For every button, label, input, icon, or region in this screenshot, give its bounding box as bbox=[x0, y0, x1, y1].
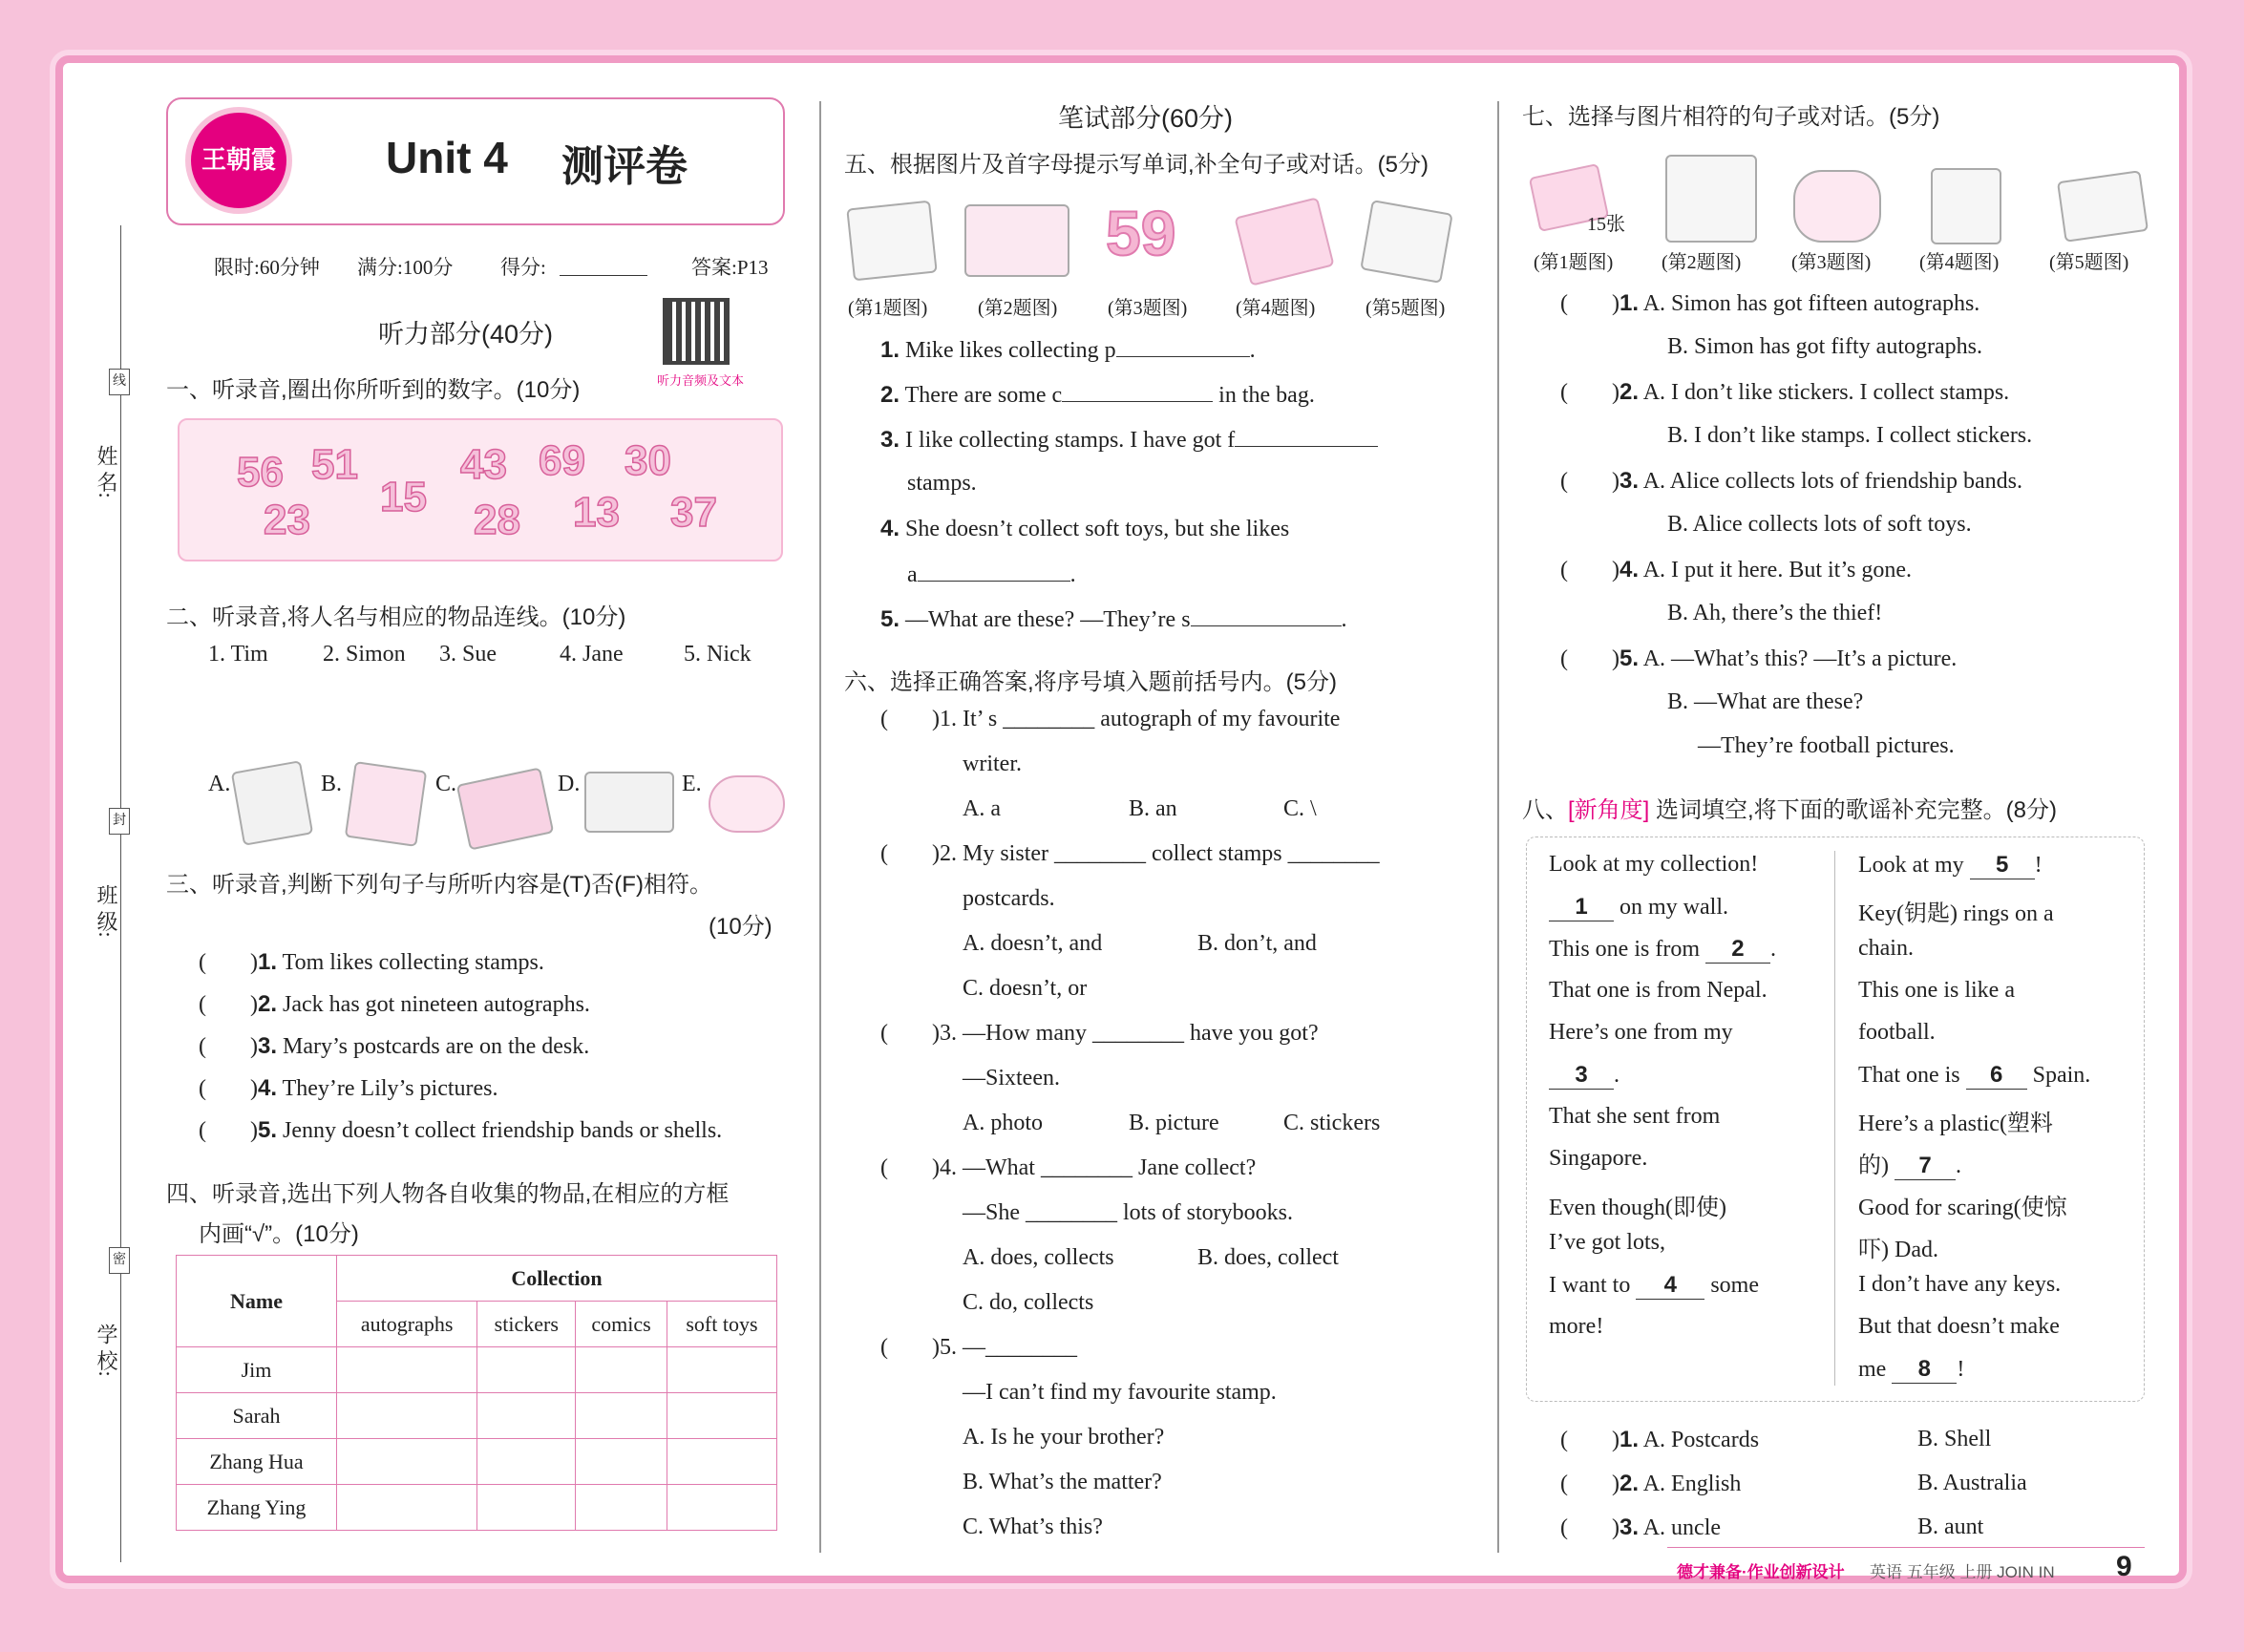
pic-label: (第3题图) bbox=[1791, 252, 1872, 273]
s6-q4: 4. —What ________ Jane collect? bbox=[940, 1155, 1257, 1180]
check-cell[interactable] bbox=[576, 1347, 667, 1393]
s6-q3-opt-c: C. stickers bbox=[1283, 1111, 1381, 1135]
s7-q4-a: A. I put it here. But it’s gone. bbox=[1642, 558, 1912, 582]
s7-q2-b: B. I don’t like stamps. I collect stickers. bbox=[1667, 423, 2033, 448]
q-num: 4. bbox=[880, 516, 900, 541]
s5-blank-4[interactable] bbox=[918, 561, 1070, 582]
number-23[interactable]: 23 bbox=[264, 497, 310, 543]
s3-item-1: Tom likes collecting stamps. bbox=[282, 950, 544, 975]
song-right-l6: That one is bbox=[1858, 1063, 1966, 1088]
song-right-l8-end: . bbox=[1956, 1154, 1961, 1178]
writing-title: 笔试部分(60分) bbox=[1058, 104, 1234, 133]
section-8-prefix: 八、 bbox=[1522, 797, 1568, 823]
check-cell[interactable] bbox=[337, 1347, 477, 1393]
section-2-title: 二、听录音,将人名与相应的物品连线。(10分) bbox=[166, 604, 626, 630]
s3-item-4: They’re Lily’s pictures. bbox=[282, 1076, 498, 1101]
song-left-l3-end: . bbox=[1769, 937, 1776, 962]
check-cell[interactable] bbox=[477, 1485, 576, 1531]
q-num: 1. bbox=[1619, 290, 1640, 316]
song-left-l9: Even though(即使) bbox=[1549, 1196, 1726, 1220]
song-right-l8: 的) bbox=[1858, 1154, 1895, 1178]
number-28[interactable]: 28 bbox=[474, 497, 520, 543]
listening-title: 听力部分(40分) bbox=[378, 320, 554, 349]
s6-q4-opt-a: A. does, collects bbox=[963, 1245, 1114, 1270]
s6-q3-opt-a: A. photo bbox=[963, 1111, 1043, 1135]
s7-q5-a: A. —What’s this? —It’s a picture. bbox=[1642, 646, 1958, 671]
song-right-l1: Look at my bbox=[1858, 853, 1970, 878]
class-label: 班 级: bbox=[95, 884, 118, 938]
footer-brand: 德才兼备·作业创新设计 bbox=[1677, 1563, 1845, 1581]
pic-label: (第2题图) bbox=[978, 298, 1058, 319]
name-sue[interactable]: 3. Sue bbox=[439, 642, 497, 667]
stickers-picture[interactable] bbox=[584, 772, 674, 833]
check-cell[interactable] bbox=[576, 1439, 667, 1485]
collection-table bbox=[176, 1255, 777, 1531]
item-c-label: C. bbox=[435, 772, 457, 796]
number-59-picture: 59 bbox=[1106, 198, 1176, 268]
footer-info: 英语 五年级 上册 JOIN IN bbox=[1870, 1563, 2055, 1581]
check-cell[interactable] bbox=[337, 1393, 477, 1439]
check-cell[interactable] bbox=[477, 1439, 576, 1485]
s5-q4: She doesn’t collect soft toys, but she likes bbox=[905, 517, 1290, 541]
exam-title: 测评卷 bbox=[561, 143, 688, 190]
s8-q3-a: A. uncle bbox=[1642, 1515, 1722, 1540]
song-divider bbox=[1834, 851, 1835, 1386]
song-right-l10: 吓) Dad. bbox=[1858, 1238, 1938, 1262]
s3-item-5: Jenny doesn’t collect friendship bands or shells. bbox=[283, 1118, 723, 1143]
pic-label: (第4题图) bbox=[1236, 298, 1316, 319]
s5-blank-2[interactable] bbox=[1062, 381, 1213, 402]
school-label: 学 校: bbox=[95, 1324, 118, 1377]
s5-q3-cont: stamps. bbox=[907, 471, 977, 496]
song-right-l9: Good for scaring(使惊 bbox=[1858, 1196, 2067, 1220]
q-num: 1. bbox=[880, 337, 900, 363]
autograph-picture[interactable] bbox=[231, 760, 313, 846]
section-6-title: 六、选择正确答案,将序号填入题前括号内。(5分) bbox=[844, 669, 1337, 695]
number-51[interactable]: 51 bbox=[311, 441, 358, 488]
number-30[interactable]: 30 bbox=[625, 437, 671, 484]
s6-q3-cont: —Sixteen. bbox=[963, 1066, 1060, 1091]
s5-blank-3[interactable] bbox=[1235, 426, 1378, 447]
name-simon[interactable]: 2. Simon bbox=[323, 642, 406, 667]
row-name: Zhang Ying bbox=[177, 1485, 337, 1531]
footer-rule bbox=[1667, 1547, 2145, 1548]
q-num: 3. bbox=[1619, 1514, 1640, 1540]
pic-label: (第5题图) bbox=[1365, 298, 1446, 319]
s6-q1-cont: writer. bbox=[963, 752, 1022, 776]
comics-picture[interactable] bbox=[456, 767, 555, 850]
pic-label: (第2题图) bbox=[1662, 252, 1742, 273]
s6-q2: 2. My sister ________ collect stamps ________ bbox=[940, 841, 1380, 866]
s5-q5: —What are these? —They’re s bbox=[905, 607, 1191, 632]
song-left-l7: That she sent from bbox=[1549, 1104, 1721, 1129]
q-num: 2. bbox=[258, 991, 278, 1017]
s8-q2-a: A. English bbox=[1642, 1472, 1742, 1496]
s5-q1-end: . bbox=[1249, 338, 1256, 363]
col-stickers: stickers bbox=[477, 1302, 576, 1347]
name-label: 姓 名: bbox=[95, 445, 118, 498]
name-header: Name bbox=[177, 1256, 337, 1347]
score-blank[interactable] bbox=[560, 275, 647, 276]
postcard-picture bbox=[846, 201, 937, 282]
song-left-l11: I want to bbox=[1549, 1273, 1637, 1298]
section-3-score: (10分) bbox=[709, 914, 773, 940]
s8-q1-b: B. Shell bbox=[1917, 1427, 1992, 1451]
s7-q5-c: —They’re football pictures. bbox=[1698, 733, 1955, 758]
check-cell[interactable] bbox=[337, 1439, 477, 1485]
pic-label: (第1题图) bbox=[848, 298, 928, 319]
thief-picture bbox=[1931, 168, 2001, 244]
s8-q2-b: B. Australia bbox=[1917, 1471, 2027, 1495]
s6-q2-opt-b: B. don’t, and bbox=[1197, 931, 1317, 956]
song-right-l6-end: Spain. bbox=[2026, 1063, 2091, 1088]
col-soft-toys: soft toys bbox=[667, 1302, 776, 1347]
s5-q5-end: . bbox=[1341, 607, 1347, 632]
check-cell[interactable] bbox=[576, 1393, 667, 1439]
check-cell[interactable] bbox=[576, 1485, 667, 1531]
q-num: 2. bbox=[880, 382, 900, 408]
time-limit: 限时:60分钟 bbox=[214, 256, 320, 279]
item-e-label: E. bbox=[682, 772, 702, 796]
song-left-l11-end: some bbox=[1704, 1273, 1759, 1298]
q-num: 3. bbox=[880, 427, 900, 453]
q-num: 5. bbox=[258, 1117, 278, 1143]
check-cell[interactable] bbox=[667, 1393, 776, 1439]
s3-item-3: Mary’s postcards are on the desk. bbox=[283, 1034, 590, 1059]
section-4-title: 四、听录音,选出下列人物各自收集的物品,在相应的方框 bbox=[166, 1181, 730, 1207]
s3-item-2: Jack has got nineteen autographs. bbox=[283, 992, 590, 1017]
check-cell[interactable] bbox=[477, 1347, 576, 1393]
song-right-l4: This one is like a bbox=[1858, 978, 2015, 1003]
s6-q4-opt-b: B. does, collect bbox=[1197, 1245, 1339, 1270]
column-divider bbox=[1497, 101, 1499, 1553]
q-num: 1. bbox=[258, 949, 278, 975]
collection-header: Collection bbox=[337, 1256, 777, 1302]
section-7-title: 七、选择与图片相符的句子或对话。(5分) bbox=[1522, 104, 1940, 130]
full-score: 满分:100分 bbox=[357, 256, 454, 279]
binding-mark: 线 bbox=[109, 369, 130, 395]
s7-q3-a: A. Alice collects lots of friendship bands. bbox=[1642, 469, 2022, 494]
binding-strip bbox=[63, 63, 178, 1591]
title-banner bbox=[166, 97, 785, 225]
soft-toy-picture[interactable] bbox=[709, 775, 785, 833]
song-left-l2: on my wall. bbox=[1614, 895, 1728, 920]
s6-q1: 1. It’ s ________ autograph of my favourite bbox=[940, 707, 1341, 731]
row-name: Jim bbox=[177, 1347, 337, 1393]
q-num: 4. bbox=[1619, 557, 1640, 582]
s8-q3-b: B. aunt bbox=[1917, 1514, 1984, 1539]
check-cell[interactable] bbox=[667, 1439, 776, 1485]
number-13[interactable]: 13 bbox=[573, 489, 620, 536]
song-left-l10: I’ve got lots, bbox=[1549, 1230, 1665, 1255]
song-left-l4: That one is from Nepal. bbox=[1549, 978, 1768, 1003]
song-blank-7[interactable]: 7 bbox=[1895, 1153, 1956, 1180]
song-left-l6: . bbox=[1614, 1063, 1619, 1088]
song-right-l11: I don’t have any keys. bbox=[1858, 1272, 2062, 1297]
song-right-l13-end: ! bbox=[1957, 1357, 1965, 1382]
binding-mark: 密 bbox=[109, 1247, 130, 1274]
number-56[interactable]: 56 bbox=[237, 449, 284, 496]
item-b-label: B. bbox=[321, 772, 343, 796]
new-angle-tag: [新角度] bbox=[1568, 797, 1650, 823]
pic-label: (第5题图) bbox=[2049, 252, 2129, 273]
column-divider bbox=[819, 101, 821, 1553]
s6-q1-opt-b: B. an bbox=[1129, 796, 1177, 821]
check-cell[interactable] bbox=[477, 1393, 576, 1439]
s5-q1: Mike likes collecting p bbox=[905, 338, 1116, 363]
qr-code bbox=[663, 298, 730, 365]
q-num: 3. bbox=[1619, 468, 1640, 494]
song-left-l12: more! bbox=[1549, 1314, 1604, 1339]
s7-q3-b: B. Alice collects lots of soft toys. bbox=[1667, 512, 1972, 537]
number-43[interactable]: 43 bbox=[460, 441, 507, 488]
name-jane[interactable]: 4. Jane bbox=[560, 642, 624, 667]
logo: 王朝霞 bbox=[185, 107, 292, 214]
s6-q5-cont: —I can’t find my favourite stamp. bbox=[963, 1380, 1277, 1405]
song-left-l3: This one is from bbox=[1549, 937, 1705, 962]
name-nick[interactable]: 5. Nick bbox=[684, 642, 752, 667]
col-autographs: autographs bbox=[337, 1302, 477, 1347]
s7-q5-b: B. —What are these? bbox=[1667, 689, 1864, 714]
q-num: 4. bbox=[258, 1075, 278, 1101]
q-num: 2. bbox=[1619, 1471, 1640, 1496]
number-scroll bbox=[178, 418, 783, 561]
q-num: 3. bbox=[258, 1033, 278, 1059]
pic-label: (第3题图) bbox=[1108, 298, 1188, 319]
number-37[interactable]: 37 bbox=[670, 489, 717, 536]
song-left-l5: Here’s one from my bbox=[1549, 1020, 1733, 1045]
answer-page: 答案:P13 bbox=[691, 256, 769, 279]
item-a-label: A. bbox=[208, 772, 231, 796]
s5-q4-cont: a bbox=[907, 562, 918, 587]
exam-page: 线 封 密 姓 名: 班 级: 学 校: 王朝霞 Unit 4 测评卷 限时:60分钟 满分:100分 得分: 答案:P13 听力部分(40分) 听力音频及文本 一、听录音,圈出你所听到的数字。(10分) 56 51 15 43 69 30 23 28 13 37 二、听录音,将人名与相应的物品连线。(10分) 1. Tim 2. Simon 3. Sue 4. Jane 5. Nick A. B. C. D. E. 三、听录音,判断下列句子与所听内容是(T)否(F)相符。 (10分) ( )1. Tom likes collecting stamps. ( )2. Jack has got nineteen autographs. ( )3. Mary’s postcards are on the desk. ( )4. They’re Lily’s pictures. ( )5. Jenny doesn’t collect friendship bands or shells. 四、听录音,选出下列人物各自收集的物品,在相应的方框 内画“√”。(10分) Name Collection autographs stickers comics soft toys Jim Sarah Zhang Hua Zhang Ying 笔试部分(60分) 五、根据图片及首字母提示写单词,补全句子或对话。(5分) 59 (第1题图) (第2题图) (第3题图) (第4题图) (第5题图) 1. Mike likes collecting p . 2. There are some c in the bag. 3. I like collecting stamps. I have got f stamps. 4. She doesn’t collect soft toys, but she likes a . 5. —What are these? —They’re s . 六、选择正确答案,将序号填入题前括号内。(5分) ( )1. It’ s ________ autograph of my favourite writer. A. a B. an C. \ ( )2. My sister ________ collect stamps ________ postcards. A. doesn’t, and B. don’t, and C. doesn’t, or ( )3. —How many ________ have you got? —Sixteen. A. photo B. picture C. stickers ( )4. —What ________ Jane collect? —She ________ lots of storybooks. A. does, collects B. does, collect C. do, collects ( )5. —________ —I can’t find my favourite stamp. A. Is he your brother? B. What’s the matter? C. What’s this? 七、选择与图片相符的句子或对话。(5分) 15张 (第1题图) (第2题图) (第3题图) (第4题图) (第5题图) ( )1. A. Simon has got fifteen autographs. B. Simon has got fifty autographs. ( )2. A. I don’t like stickers. I collect stamps. B. I don’t like stamps. I collect stickers. ( )3. A. Alice collects lots of friendship bands. B. Alice collects lots of soft toys. ( )4. A. I put it here. But it’s gone. B. Ah, there’s the thief! ( )5. A. —What’s this? —It’s a picture. B. —What are these? —They’re football pictures. 八、[新角度] 选词填空,将下面的歌谣补充完整。(8分) Look at my collection! 1 on my wall. This one is from 2 . That one is from Nepal. Here’s one from my 3 . That she sent from Singapore. Even though(即使) I’ve got lots, I want to 4 some more! Look at my 5 ! Key(钥匙) rings on a chain. This one is like a football. That one is 6 Spain. Here’s a plastic(塑料 的) 7 . Good for scaring(使惊 吓) Dad. I don’t have any keys. But that doesn’t make me 8 ! ( )1. A. Postcards B. Shell ( )2. A. English B. Australia ( )3. A. uncle B. aunt 德才兼备·作业创新设计 英语 五年级 上册 JOIN IN 9 bbox=[55, 55, 2187, 1583]
s8-q1-a: A. Postcards bbox=[1642, 1428, 1760, 1452]
section-5-title: 五、根据图片及首字母提示写单词,补全句子或对话。(5分) bbox=[844, 152, 1429, 178]
song-right-l5: football. bbox=[1858, 1020, 1936, 1045]
stickers-picture-2 bbox=[1360, 200, 1453, 284]
section-8-title: 选词填空,将下面的歌谣补充完整。(8分) bbox=[1656, 797, 2058, 823]
score-label: 得分: bbox=[500, 256, 546, 279]
s6-q3: 3. —How many ________ have you got? bbox=[940, 1021, 1319, 1046]
s5-q4-end: . bbox=[1069, 562, 1076, 587]
s5-q2-end: in the bag. bbox=[1213, 383, 1315, 408]
s5-blank-1[interactable] bbox=[1116, 336, 1250, 357]
song-right-l2: Key(钥匙) rings on a bbox=[1858, 901, 2054, 926]
song-blank-6[interactable]: 6 bbox=[1966, 1062, 2027, 1090]
soft-toys-picture bbox=[1793, 170, 1881, 243]
section-1-title: 一、听录音,圈出你所听到的数字。(10分) bbox=[166, 377, 581, 403]
s6-q4-opt-c: C. do, collects bbox=[963, 1290, 1094, 1315]
song-left-l1: Look at my collection! bbox=[1549, 852, 1759, 877]
song-right-l13: me bbox=[1858, 1357, 1893, 1382]
item-d-label: D. bbox=[558, 772, 581, 796]
qr-caption: 听力音频及文本 bbox=[657, 373, 745, 388]
pic-label: (第4题图) bbox=[1919, 252, 2000, 273]
row-name: Sarah bbox=[177, 1393, 337, 1439]
song-right-l1-end: ! bbox=[2034, 853, 2043, 878]
s5-q3: I like collecting stamps. I have got f bbox=[905, 428, 1236, 453]
s6-q5-opt-b: B. What’s the matter? bbox=[963, 1470, 1162, 1494]
s7-q4-b: B. Ah, there’s the thief! bbox=[1667, 601, 1883, 625]
q-num: 5. bbox=[880, 606, 900, 632]
song-blank-4[interactable]: 4 bbox=[1636, 1272, 1704, 1300]
football-pictures-picture bbox=[2057, 170, 2149, 243]
song-right-l12: But that doesn’t make bbox=[1858, 1314, 2060, 1339]
s7-q1-a: A. Simon has got fifteen autographs. bbox=[1642, 291, 1980, 316]
stamps-stickers-picture bbox=[1665, 155, 1757, 243]
s7-q1-b: B. Simon has got fifty autographs. bbox=[1667, 334, 1982, 359]
section-4-title-2: 内画“√”。(10分) bbox=[199, 1221, 359, 1247]
check-cell[interactable] bbox=[667, 1347, 776, 1393]
pic1-count: 15张 bbox=[1587, 214, 1625, 235]
song-blank-3[interactable]: 3 bbox=[1549, 1062, 1614, 1090]
pic-label: (第1题图) bbox=[1534, 252, 1614, 273]
unit-title: Unit 4 bbox=[386, 133, 508, 182]
s6-q5: 5. —________ bbox=[940, 1335, 1077, 1360]
comics-bag-picture bbox=[964, 204, 1069, 277]
s6-q1-opt-a: A. a bbox=[963, 796, 1001, 821]
name-tim[interactable]: 1. Tim bbox=[208, 642, 268, 667]
section-3-title: 三、听录音,判断下列句子与所听内容是(T)否(F)相符。 bbox=[166, 872, 712, 898]
s5-blank-5[interactable] bbox=[1191, 605, 1342, 626]
s7-q2-a: A. I don’t like stickers. I collect stamps. bbox=[1642, 380, 2010, 405]
q-num: 5. bbox=[1619, 646, 1640, 671]
check-cell[interactable] bbox=[337, 1485, 477, 1531]
page-number: 9 bbox=[2116, 1551, 2132, 1582]
friendship-band-picture bbox=[1234, 197, 1334, 286]
s5-q2: There are some c bbox=[904, 383, 1063, 408]
col-comics: comics bbox=[576, 1302, 667, 1347]
q-num: 1. bbox=[1619, 1427, 1640, 1452]
s6-q2-opt-a: A. doesn’t, and bbox=[963, 931, 1103, 956]
check-cell[interactable] bbox=[667, 1485, 776, 1531]
row-name: Zhang Hua bbox=[177, 1439, 337, 1485]
s6-q5-opt-a: A. Is he your brother? bbox=[963, 1425, 1165, 1450]
song-right-l7: Here’s a plastic(塑料 bbox=[1858, 1112, 2053, 1136]
song-blank-2[interactable]: 2 bbox=[1705, 936, 1770, 964]
number-15[interactable]: 15 bbox=[380, 474, 427, 520]
s6-q4-cont: —She ________ lots of storybooks. bbox=[963, 1200, 1294, 1225]
song-blank-8[interactable]: 8 bbox=[1892, 1356, 1957, 1384]
song-blank-5[interactable]: 5 bbox=[1970, 852, 2035, 879]
s6-q3-opt-b: B. picture bbox=[1129, 1111, 1219, 1135]
s6-q2-opt-c: C. doesn’t, or bbox=[963, 976, 1088, 1001]
song-blank-1[interactable]: 1 bbox=[1549, 894, 1614, 921]
number-69[interactable]: 69 bbox=[539, 437, 585, 484]
q-num: 2. bbox=[1619, 379, 1640, 405]
song-right-l3: chain. bbox=[1858, 936, 1914, 961]
song-left-l8: Singapore. bbox=[1549, 1146, 1648, 1171]
postcards-picture[interactable] bbox=[345, 761, 427, 847]
s6-q2-cont: postcards. bbox=[963, 886, 1055, 911]
s6-q5-opt-c: C. What’s this? bbox=[963, 1514, 1103, 1539]
binding-mark: 封 bbox=[109, 808, 130, 835]
s6-q1-opt-c: C. \ bbox=[1283, 796, 1317, 821]
